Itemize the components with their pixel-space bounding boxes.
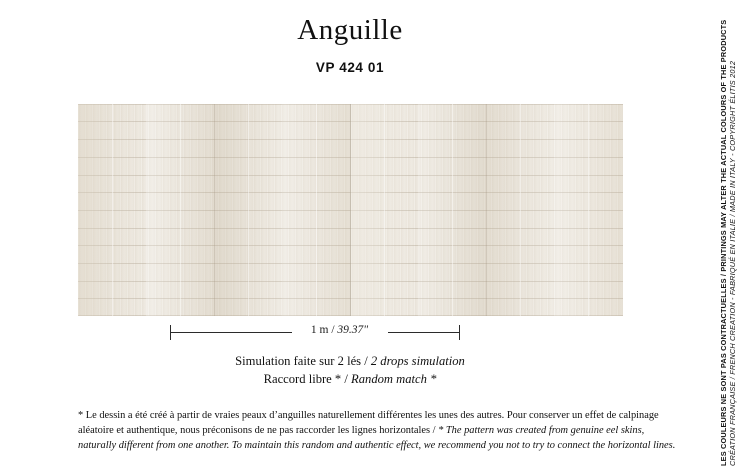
match-caption-sep: / <box>341 372 352 386</box>
scale-bar-cap-left <box>170 325 171 340</box>
side-legal-line-bottom: CRÉATION FRANÇAISE / FRENCH CREATION - FABRIQUÉ EN ITALIE / MADE IN ITALY - COPYRIGHT ÉLITIS 2012 <box>728 60 737 466</box>
page-title: Anguille <box>297 14 403 46</box>
swatch-drop-seam <box>214 104 215 316</box>
footnote <box>78 408 678 453</box>
wallpaper-swatch <box>78 104 623 316</box>
scale-bar <box>170 322 460 342</box>
simulation-caption-sep: / <box>361 354 371 368</box>
match-caption <box>0 372 700 387</box>
product-reference: VP 424 01 <box>315 60 385 75</box>
scale-separator: / <box>328 324 338 336</box>
swatch-drop-seam <box>486 104 487 316</box>
footnote-french: * Le dessin a été créé à partir de vraies peaux d’anguilles naturellement différentes les unes des autres. Pour conserver un effet de calpinage aléatoire et authentique, nous préconisons de ne pas raccorder les lignes horizontales / <box>78 410 659 437</box>
simulation-caption-fr: Simulation faite sur 2 lés <box>235 354 362 368</box>
swatch-drop-seam <box>350 104 351 316</box>
simulation-caption-en: 2 drops simulation <box>370 354 465 368</box>
match-caption-fr: Raccord libre * <box>263 372 342 386</box>
simulation-caption <box>0 354 700 369</box>
swatch-image <box>78 104 623 316</box>
scale-bar-label <box>292 324 388 336</box>
side-legal-text <box>718 0 744 472</box>
side-legal-line-top: LES COULEURS NE SONT PAS CONTRACTUELLES / PRINTINGS MAY ALTER THE ACTUAL COLOURS OF THE PRODUCTS <box>719 19 728 466</box>
scale-imperial: 39.37" <box>337 324 369 336</box>
footnote-english: * The pattern was created from genuine eel skins, naturally different from one another. To maintain this random and authentic effect, we recommend you not to try to connect the horizontal lines. <box>78 425 676 452</box>
scale-bar-cap-right <box>459 325 460 340</box>
match-caption-en: Random match * <box>351 372 437 386</box>
scale-metric: 1 m <box>310 324 329 336</box>
